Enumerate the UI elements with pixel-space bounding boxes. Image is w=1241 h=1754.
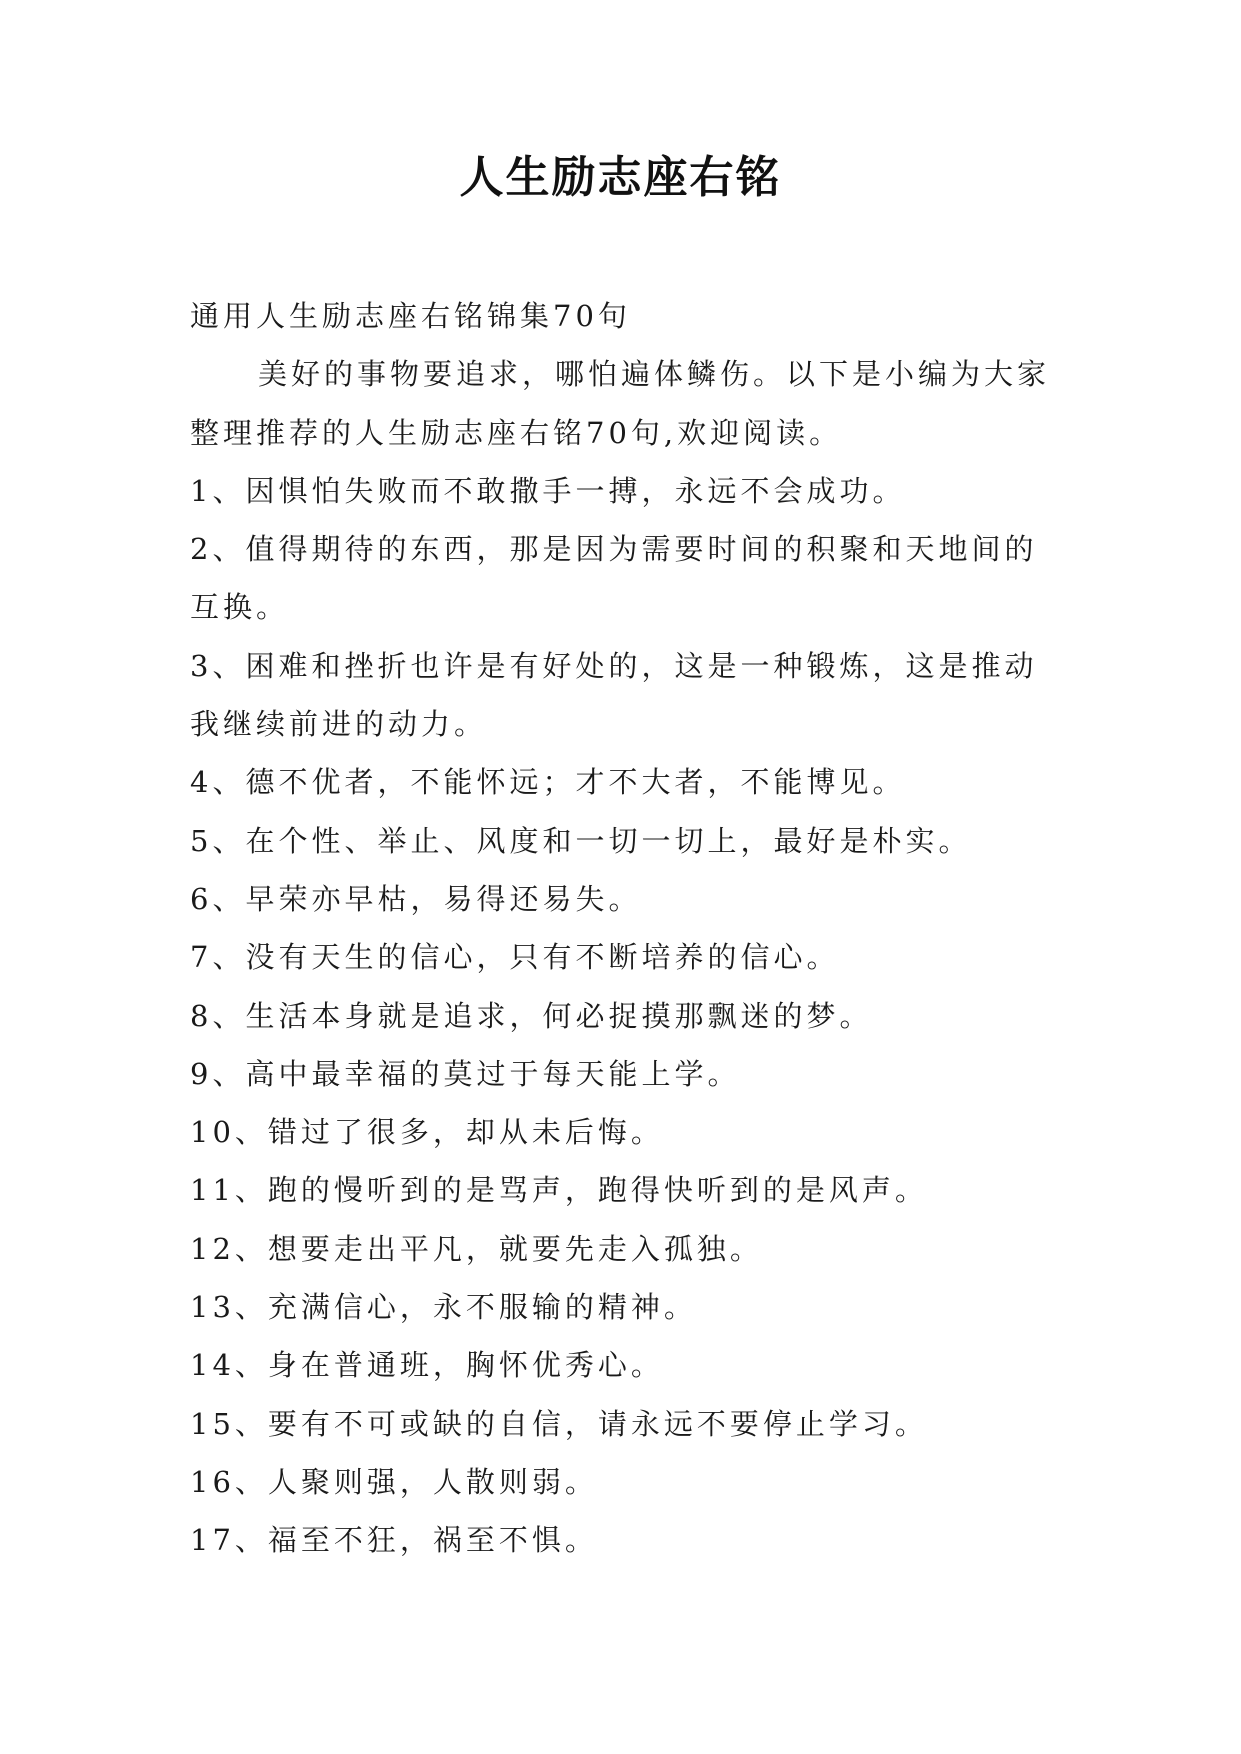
- list-item-15: 15、要有不可或缺的自信，请永远不要停止学习。: [190, 1406, 928, 1441]
- list-item-10: 10、错过了很多，却从未后悔。: [190, 1115, 664, 1150]
- list-item-6: 6、早荣亦早枯，易得还易失。: [190, 881, 642, 916]
- page-title: 人生励志座右铭: [459, 152, 782, 203]
- list-item-17: 17、福至不狂，祸至不惧。: [190, 1523, 598, 1558]
- document-subtitle: 通用人生励志座右铭锦集70句: [190, 299, 631, 333]
- list-item-4: 4、德不优者，不能怀远；才不大者，不能博见。: [190, 765, 906, 800]
- list-item-12: 12、想要走出平凡，就要先走入孤独。: [190, 1231, 763, 1266]
- document-body: [190, 287, 1055, 1570]
- list-item-14: 14、身在普通班，胸怀优秀心。: [190, 1348, 664, 1383]
- list-item-3: 3、困难和挫折也许是有好处的，这是一种锻炼，这是推动我继续前进的动力。: [190, 648, 1038, 742]
- list-item-9: 9、高中最幸福的莫过于每天能上学。: [190, 1056, 741, 1091]
- list-item-16: 16、人聚则强，人散则弱。: [190, 1464, 598, 1499]
- list-item-1: 1、因惧怕失败而不敢撒手一搏，永远不会成功。: [190, 473, 906, 508]
- list-item-13: 13、充满信心，永不服输的精神。: [190, 1290, 697, 1325]
- list-item-11: 11、跑的慢听到的是骂声，跑得快听到的是风声。: [190, 1173, 928, 1208]
- list-item-8: 8、生活本身就是追求，何必捉摸那飘迷的梦。: [190, 998, 873, 1033]
- list-item-2: 2、值得期待的东西，那是因为需要时间的积聚和天地间的互换。: [190, 532, 1038, 625]
- list-item-5: 5、在个性、举止、风度和一切一切上，最好是朴实。: [190, 823, 972, 858]
- list-item-7: 7、没有天生的信心，只有不断培养的信心。: [190, 940, 840, 975]
- intro-paragraph: 美好的事物要追求，哪怕遍体鳞伤。以下是小编为大家整理推荐的人生励志座右铭70句,欢迎阅读。: [190, 357, 1051, 450]
